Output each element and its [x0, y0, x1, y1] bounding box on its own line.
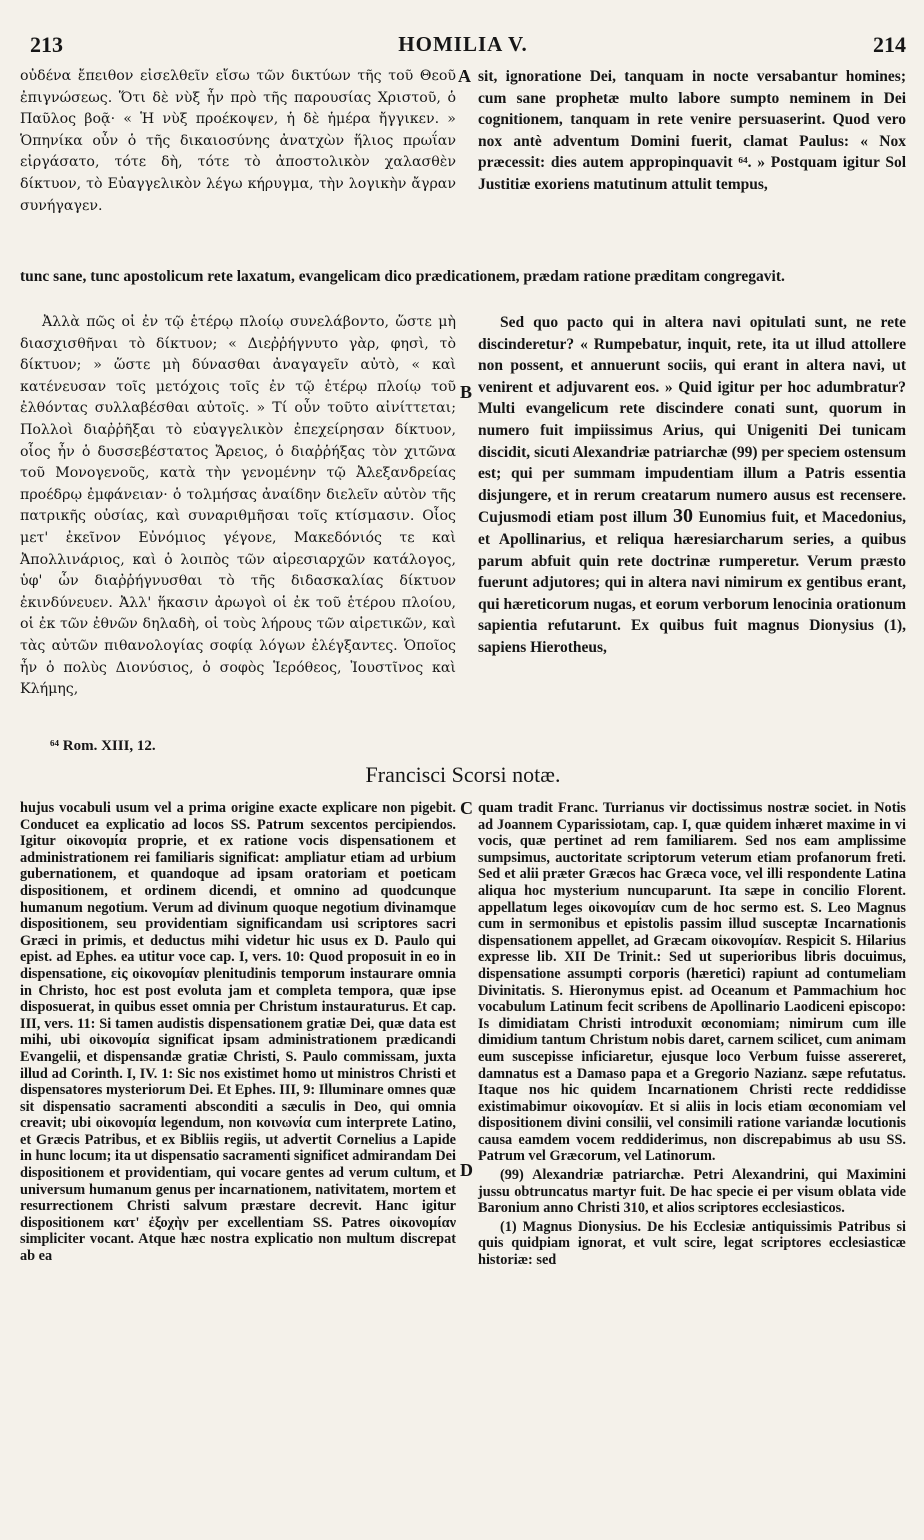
margin-letter-b: B — [460, 382, 473, 402]
column-number-30: 30 — [672, 505, 693, 528]
greek-paragraph-1: οὐδένα ἔπειθον εἰσελθεῖν εἴσω τῶν δικτύων τῆς τοῦ Θεοῦ ἐπιγνώσεως. Ὅτι δὲ νὺξ ἦν πρὸ τῆς παρουσίας Χριστοῦ, ὁ Παῦλος βοᾷ· « Ἡ νὺξ προέκοψεν, ἡ δὲ ἡμέρα ἤγγικεν. » Ὁπηνίκα οὖν ὁ τῆς δικαιοσύνης ἀνατχὼν ἥλιος πρωΐαν εἰργάσατο, τότε δὴ, τότε τὸ ἀποστολικὸν χαλασθὲν δίκτυον, τὸ Εὐαγγελικὸν λέγω κήρυγμα, τὴν λογικὴν ἄγραν συνήγαγεν. — [20, 68, 456, 214]
latin-full-width-line: tunc sane, tunc apostolicum rete laxatum, evangelicam dico prædicationem, prædam ratione præditam congregavit. — [20, 268, 785, 285]
notes-left-column: hujus vocabuli usum vel a prima origine exacte explicare non pigebit. Conducet ea explicatio ad locos SS. Patrum sexcentos percipiendos. Igitur οἰκονομία proprie, et ex ratione vocis dispensationem et administrationem rei familiaris significat: ampliatur etiam ad urbium gubernationem, et quandoque ad ipsam oratoriam et poeticam dispositionem, et ordinem dicendi, et omnino ad quodcunque humanum negotium. Verum ad divinum quoque negotium divinamque dispositionem, seu providentiam significandam usi scriptores sacri Græci in primis, et deductus mihi videtur hic usus ex D. Paulo qui epist. ad Ephes. ea utitur voce cap. I, vers. 10: Quod proposuit in eo in dispensatione, εἰς οἰκονομίαν plenitudinis temporum instaurare omnia in Christo, hoc est post evoluta jam et completa tempora, quæ ipse disposuerat, in quibus esset omnia per Christum instauraturus. Et cap. III, vers. 11: Si tamen audistis dispensationem gratiæ Dei, quæ data est mihi, ubi οἰκονομία significat ipsam administrationem prædicandi Evangelii, et dispensandæ gratiæ Christi, S. Paulo commissam, juxta illud ad Corinth. I, IV. 1: Sic nos existimet homo ut ministros Christi et dispensatores mysteriorum Dei. Et Ephes. III, 9: Illuminare omnes quæ sit dispensatio sacramenti absconditi a sæculis in Deo, qui omnia creavit; ubi οἰκονομία legendum, non κοινωνία cum interprete Latino, et Græcis Patribus, et ex Bibliis regiis, ut advertit Cornelius a Lapide in hunc locum; ita ut dispensatio sacramenti significet admirandam Dei dispositionem et providentiam, qui vocare gentes ad verum cultum, et universum humanum genus per incarnationem, nativitatem, mortem et resurrectionem Christi salvum præstare decrevit. Hanc igitur dispositionem κατ' ἐξοχὴν per excellentiam SS. Patres οἰκονομίαν simpliciter vocant. Atque hæc nostra explicatio non multum discrepat ab ea — [20, 800, 456, 1265]
notes-right-column — [478, 800, 906, 1269]
note-continuation: quam tradit Franc. Turrianus vir doctissimus nostræ societ. in Notis ad Joannem Cyparissiotam, cap. I, quæ quidem inhæret maxime in vi vocis, quæ pertinet ad rem familiarem. Sed nos eam amplissime sumpsimus, auctoritate scriptorum veterum etiam profanorum freti. Sed et alii præter Græcos hac Græca voce, vel illi respondente Latina aliqua hoc mysterium nuncuparunt. Ita sæpe in concilio Florent. appellatum leges οἰκονομίαν cum de hoc sermo est. S. Leo Magnus cum in sermonibus et epistolis passim illud susceptæ Incarnationis dispensationem appellet, ad Græcam οἰκονομίαν. Respicit S. Hilarius expresse lib. XII De Trinit.: Sed ut superioribus libris docuimus, dispensatione assumpti corporis (hæretici) rapiunt ad contumeliam Divinitatis. S. Hieronymus epist. ad Oceanum et Pammachium hoc vocabulum Latinum fecit scribens de Apollinario Laodiceni episcopo: Is dimidiatam Christi introduxit œconomiam; nimirum cum ille dimidium tantum Christum nobis daret, carnem scilicet, cum animam eum suscepisse inficiaretur, ejusque loco Verbum fuisse assereret, damnatus est a Damaso papa et a Gregorio Nazianz. sæpe refutatus. Itaque nos hic quidem Incarnationem Christi recte reddidisse existimabimur οἰκονομίαν. Et si aliis in locis etiam œconomiam vel dispositionem divini consilii, vel consimili ratione variandæ locutionis causa eamdem vocem reddiderimus, non discrepabimus ab usu SS. Patrum vel Græcorum, vel Latinorum. — [478, 800, 906, 1165]
latin-paragraph-1: sit, ignoratione Dei, tanquam in nocte versabantur homines; cum sane prophetæ multo labore sumpto neminem in Dei cognitionem, tanquam in rete venire persuaserint. Quod vero nox antè adventum Domini fuerit, clamat Paulus: « Nox præcessit: dies autem appropinquavit ⁶⁴. » Postquam igitur Sol Justitiæ exoriens matutinum attulit tempus, — [478, 68, 906, 193]
running-title: HOMILIA V. — [398, 32, 528, 56]
page-header — [20, 32, 906, 62]
latin-paragraph-2 — [478, 312, 906, 659]
greek-paragraph-2: Ἀλλὰ πῶς οἱ ἐν τῷ ἑτέρῳ πλοίῳ συνελάβοντο, ὥστε μὴ διασχισθῆναι τὸ δίκτυον; « Διεῤῥήγνυτο γὰρ, φησὶ, τὸ δίκτυον; » ὥστε μὴ δύνασθαι ἀναγαγεῖν αὐτὸ, « καὶ κατένευσαν τοῖς μετόχοις τοῖς ἐν τῷ ἑτέρῳ πλοίῳ τοῦ ἐλθόντας συλλαβέσθαι αὐτοῖς. » Τί οὖν τοῦτο αἰνίττεται; Πολλοὶ διαῤῥῆξαι τὸ εὐαγγελικὸν ἐπεχείρησαν δίκτυον, οἷος ἦν ὁ δυσσεβέστατος Ἄρειος, ὁ διαῤῥήξας τὸν χιτῶνα τοῦ Μονογενοῦς, κατὰ τὴν γενομένην τῷ Ἀλεξανδρείας προέδρῳ ἐμφάνειαν· ὁ τολμήσας ἀναίδην διελεῖν αὐτὸν τῆς πατρικῆς οὐσίας, καὶ συναριθμῆσαι τοῖς κτίσμασιν. Οἷος μετ' ἐκεῖνον Εὐνόμιος γέγονε, Μακεδόνιός τε καὶ Ἀπολλινάριος, καὶ ὁ λοιπὸς τῶν αἱρεσιαρχῶν κατάλογος, ὑφ' ὧν διαῤῥήγνυσθαι τὸ τῆς διδασκαλίας δίκτυον ἐκινδύνευεν. Ἀλλ' ἥκασιν ἀρωγοὶ οἱ ἐκ τοῦ ἑτέρου πλοίου, οἱ ἐκ τῶν ἐθνῶν δηλαδὴ, οἱ τοὺς λήρους τῶν αἱρετικῶν, καὶ τὰς αὐτῶν πιθανολογίας σοφίᾳ λόγων ἐλέγξαντες. Ὁποῖος ἦν ὁ πολὺς Διονύσιος, ὁ σοφὸς Ἱερόθεος, Ἰουστῖνος καὶ Κλήμης, — [20, 314, 456, 698]
note-99: (99) Alexandriæ patriarchæ. Petri Alexandrini, qui Maximini jussu obtruncatus martyr fuit. De hac specie ei per visum oblata vide Baronium anno Christi 310, et alios scriptores ecclesiasticos. — [478, 1167, 906, 1217]
margin-letter-c: C — [460, 798, 473, 818]
page — [20, 0, 906, 1540]
page-number-right: 214 — [873, 32, 906, 57]
page-number-left: 213 — [30, 32, 63, 57]
footnote-reference: ⁶⁴ Rom. XIII, 12. — [50, 738, 156, 754]
note-1: (1) Magnus Dionysius. De his Ecclesiæ antiquissimis Patribus si quis quidpiam ignorat, et vult scire, legat scriptores ecclesiasticæ historiæ: sed — [478, 1218, 906, 1269]
latin-paragraph-2b: Eunomius fuit, et Macedonius, et Apollinarius, et reliqua hæresiarcharum series, a quibus parum abfuit quin rete doctrinæ rumperetur. Verum præsto fuerunt adjutores; qui in altera navi nimirum ex gentibus erant, qui hæreticorum nugas, et eorum verborum lenocinia orationum sapientia refutarunt. Ex quibus fuit magnus Dionysius (1), sapiens Hierotheus, — [478, 509, 907, 656]
latin-paragraph-2a: Sed quo pacto qui in altera navi opitulati sunt, ne rete discinderetur? « Rumpebatur, inquit, rete, ita ut illud attollere non possent, et annuerunt sociis, qui erant in altera navi, ut venirent et adjuvarent eos. » Quid igitur per hoc adumbratur? Multi evangelicum rete discindere conati sunt, quorum in numero fuit impiissimus Arius, qui Unigeniti Dei tunicam discidit, sicuti Alexandriæ patriarchæ (99) per speciem ostensum est; qui per summam impudentiam illum a Patris essentia disjungere, et in rerum creatarum numero ausus est recensere. Cujusmodi etiam post illum — [478, 314, 906, 527]
margin-letter-a: A — [458, 66, 471, 86]
margin-letter-d: D — [460, 1160, 473, 1180]
notes-title: Francisci Scorsi notæ. — [365, 762, 561, 787]
